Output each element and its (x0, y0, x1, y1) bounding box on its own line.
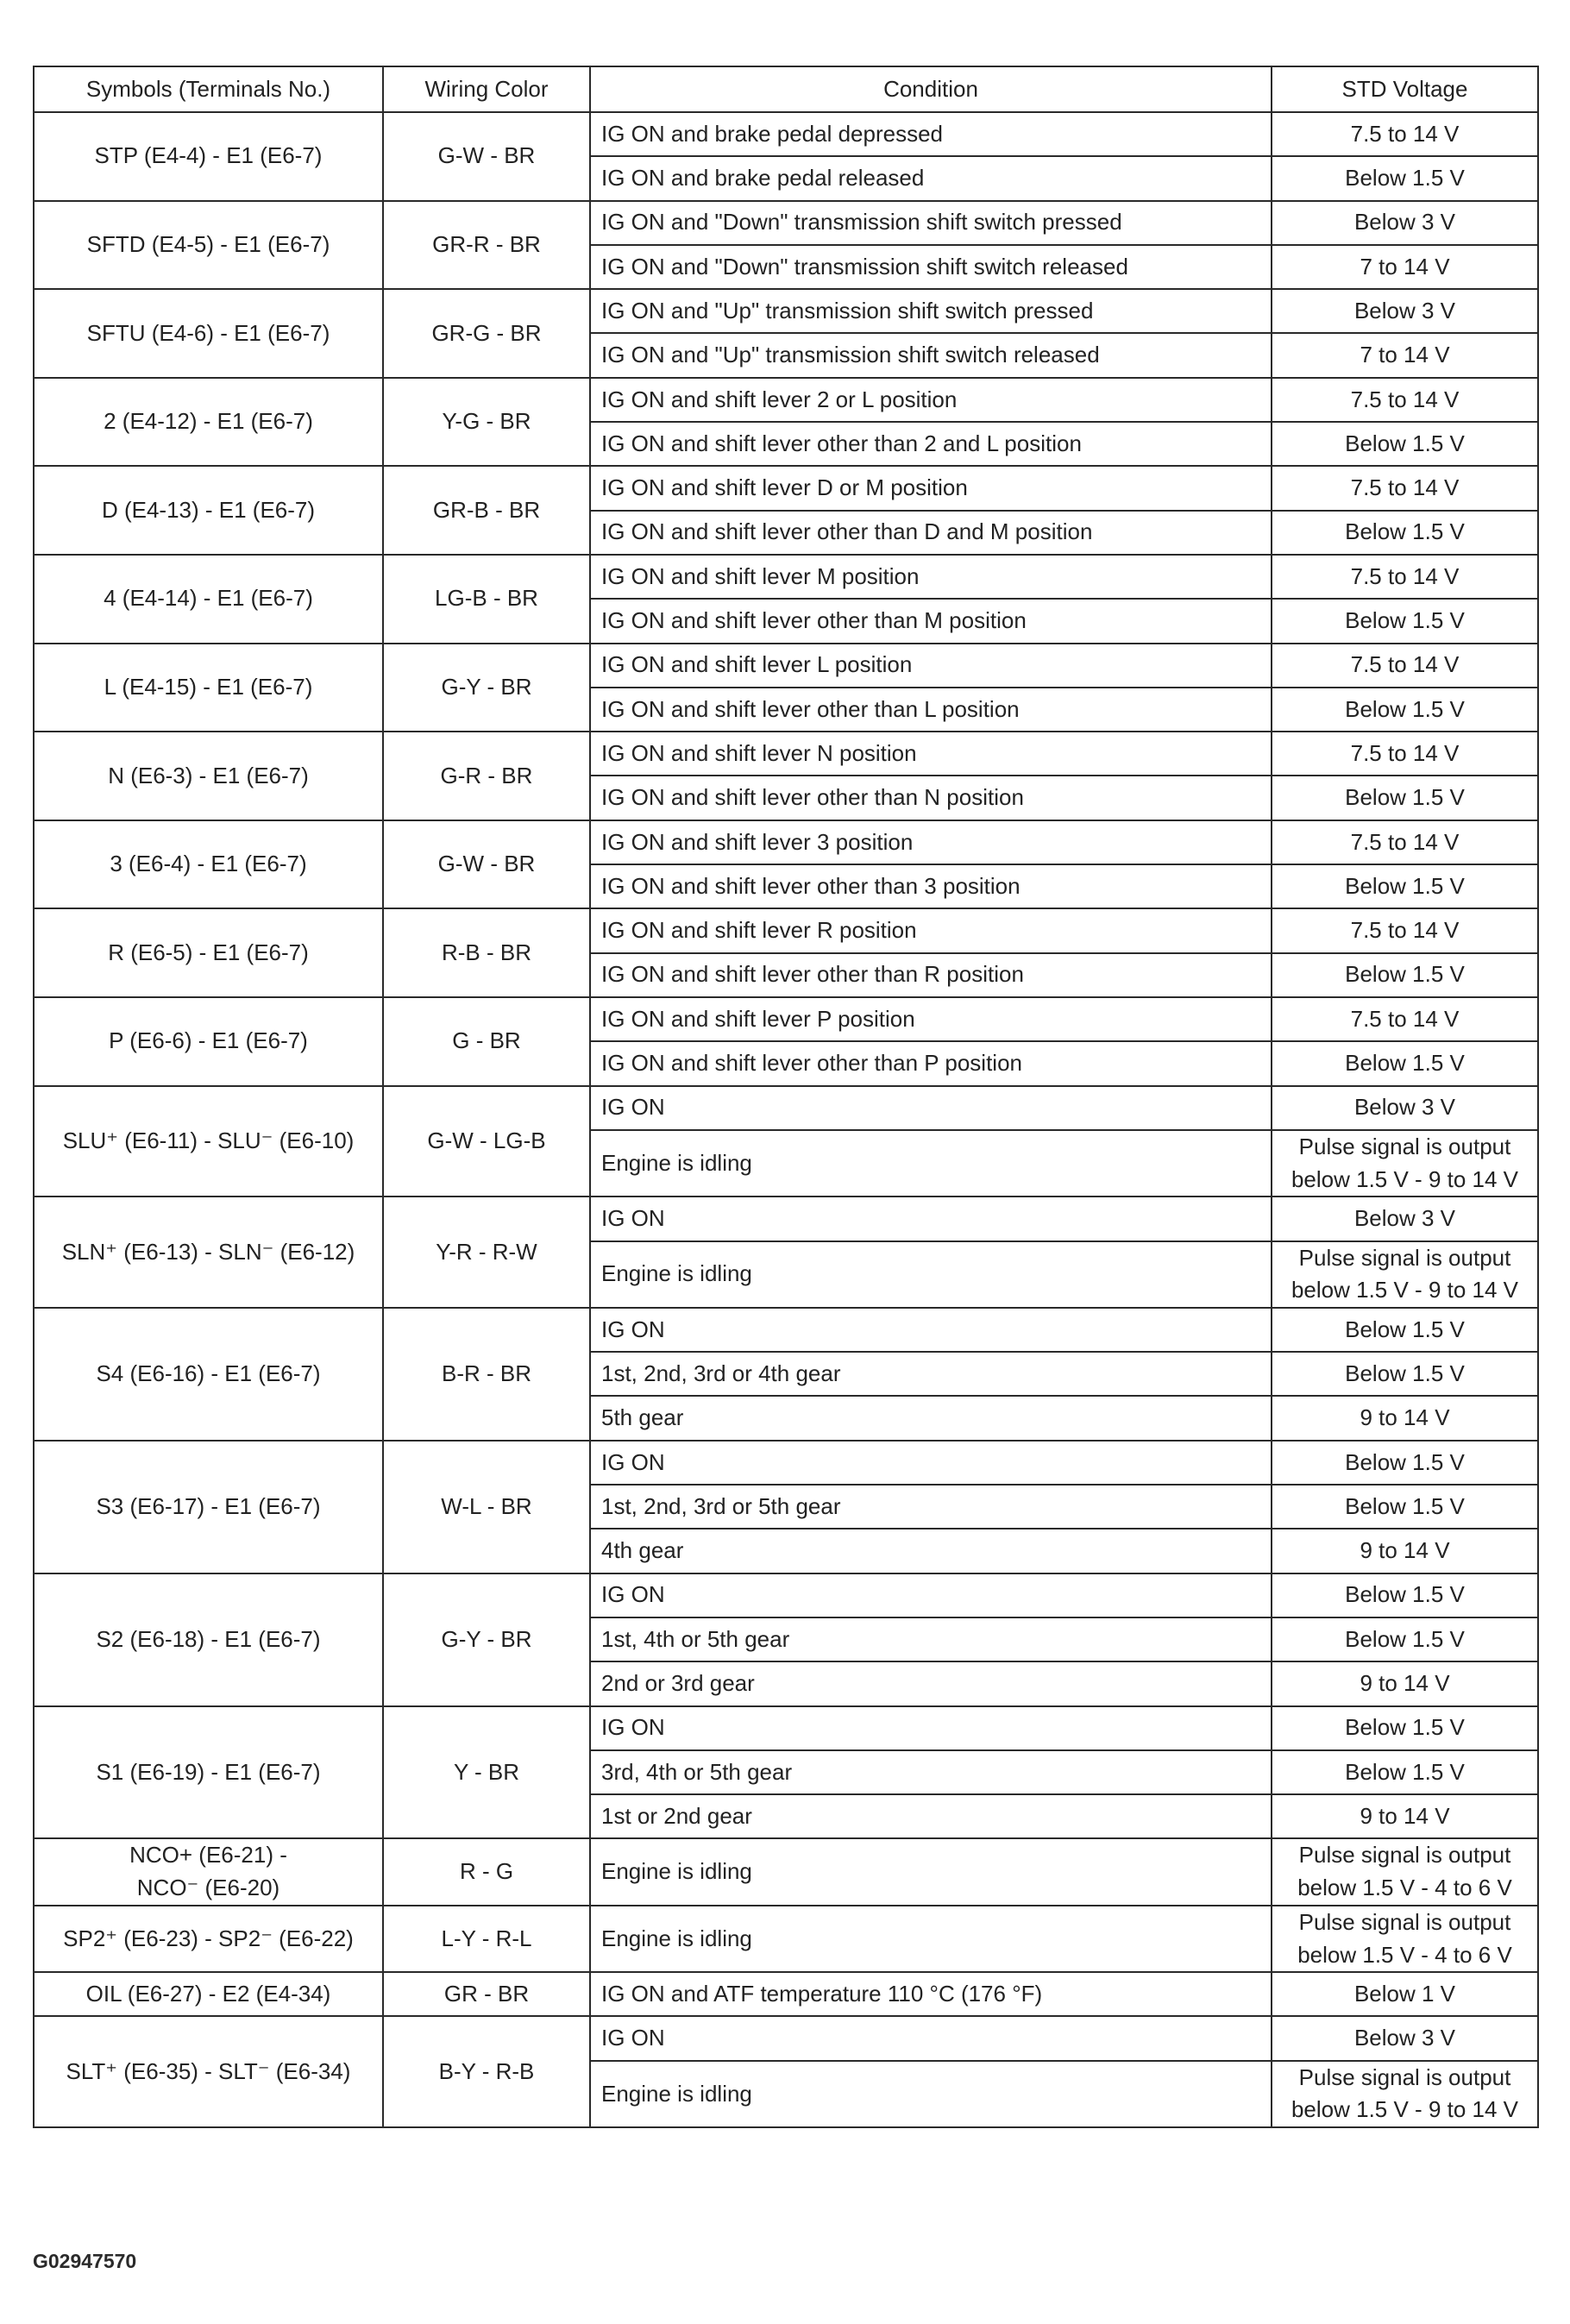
wiring-cell: Y-R - R-W (383, 1197, 590, 1308)
condition-cell: IG ON and shift lever other than R position (590, 953, 1272, 997)
header-condition: Condition (590, 66, 1272, 112)
table-header-row (34, 66, 1538, 112)
wiring-cell: B-Y - R-B (383, 2016, 590, 2127)
symbol-cell: N (E6-3) - E1 (E6-7) (34, 732, 383, 820)
symbol-cell: SLU⁺ (E6-11) - SLU⁻ (E6-10) (34, 1086, 383, 1197)
wiring-cell: GR-B - BR (383, 466, 590, 555)
condition-cell: IG ON (590, 1573, 1272, 1617)
wiring-cell: G-W - BR (383, 820, 590, 909)
wiring-cell: Y-G - BR (383, 378, 590, 467)
voltage-line: Pulse signal is output (1298, 1842, 1511, 1869)
condition-cell: Engine is idling (590, 1241, 1272, 1308)
table-row (34, 378, 1538, 422)
table-row (34, 112, 1538, 156)
table-row (34, 2016, 1538, 2060)
wiring-cell: W-L - BR (383, 1441, 590, 1573)
voltage-cell: Below 1.5 V (1272, 1441, 1538, 1485)
symbol-cell: SFTU (E4-6) - E1 (E6-7) (34, 289, 383, 378)
table-row (34, 289, 1538, 333)
symbol-cell: L (E4-15) - E1 (E6-7) (34, 644, 383, 732)
table-row (34, 1906, 1538, 1972)
voltage-cell: 7.5 to 14 V (1272, 555, 1538, 599)
voltage-cell: 7 to 14 V (1272, 333, 1538, 377)
condition-cell: IG ON and "Up" transmission shift switch pressed (590, 289, 1272, 333)
symbol-cell: S3 (E6-17) - E1 (E6-7) (34, 1441, 383, 1573)
table-row (34, 1308, 1538, 1352)
table-row (34, 1972, 1538, 2016)
voltage-line: Pulse signal is output (1298, 1908, 1511, 1935)
voltage-cell: 9 to 14 V (1272, 1529, 1538, 1573)
wiring-cell: G-R - BR (383, 732, 590, 820)
condition-cell: IG ON and shift lever other than L position (590, 688, 1272, 732)
condition-cell: Engine is idling (590, 1130, 1272, 1197)
condition-cell: IG ON and shift lever N position (590, 732, 1272, 776)
condition-cell: IG ON and shift lever P position (590, 997, 1272, 1041)
condition-cell: IG ON (590, 1308, 1272, 1352)
condition-cell: IG ON and shift lever other than 2 and L position (590, 422, 1272, 466)
condition-cell: IG ON and shift lever 2 or L position (590, 378, 1272, 422)
condition-cell: IG ON and shift lever R position (590, 908, 1272, 952)
condition-cell: IG ON and shift lever other than P position (590, 1041, 1272, 1085)
voltage-line: Pulse signal is output (1298, 1133, 1511, 1159)
symbol-cell: S2 (E6-18) - E1 (E6-7) (34, 1573, 383, 1706)
wiring-cell: G-Y - BR (383, 1573, 590, 1706)
condition-cell: IG ON and shift lever 3 position (590, 820, 1272, 864)
voltage-cell: Below 1.5 V (1272, 422, 1538, 466)
terminal-voltage-table (33, 66, 1539, 2128)
symbol-cell: 4 (E4-14) - E1 (E6-7) (34, 555, 383, 644)
voltage-cell: Below 3 V (1272, 1086, 1538, 1130)
voltage-cell: 7.5 to 14 V (1272, 378, 1538, 422)
voltage-cell: Below 1.5 V (1272, 864, 1538, 908)
voltage-line: Pulse signal is output (1298, 1244, 1511, 1271)
table-row (34, 1573, 1538, 1617)
symbol-cell: 2 (E4-12) - E1 (E6-7) (34, 378, 383, 467)
symbol-cell: 3 (E6-4) - E1 (E6-7) (34, 820, 383, 909)
condition-cell: 1st or 2nd gear (590, 1794, 1272, 1838)
voltage-cell: 7.5 to 14 V (1272, 820, 1538, 864)
condition-cell: IG ON and shift lever D or M position (590, 466, 1272, 510)
condition-cell: IG ON and shift lever M position (590, 555, 1272, 599)
table-row (34, 644, 1538, 688)
table-row (34, 997, 1538, 1041)
voltage-cell: Below 1.5 V (1272, 156, 1538, 200)
wiring-cell: LG-B - BR (383, 555, 590, 644)
condition-cell: IG ON and "Up" transmission shift switch released (590, 333, 1272, 377)
voltage-cell: Below 1 V (1272, 1972, 1538, 2016)
condition-cell: IG ON (590, 1441, 1272, 1485)
symbol-cell: S1 (E6-19) - E1 (E6-7) (34, 1706, 383, 1839)
wiring-cell: GR-R - BR (383, 201, 590, 290)
wiring-cell: R-B - BR (383, 908, 590, 997)
voltage-line: below 1.5 V - 4 to 6 V (1297, 1875, 1512, 1901)
table-row (34, 201, 1538, 245)
symbol-cell: SLT⁺ (E6-35) - SLT⁻ (E6-34) (34, 2016, 383, 2127)
voltage-cell: Below 1.5 V (1272, 1750, 1538, 1794)
symbol-cell: R (E6-5) - E1 (E6-7) (34, 908, 383, 997)
symbol-cell: STP (E4-4) - E1 (E6-7) (34, 112, 383, 201)
voltage-cell: Below 1.5 V (1272, 1485, 1538, 1529)
table-row (34, 1838, 1538, 1905)
voltage-cell (1272, 1906, 1538, 1972)
condition-cell: IG ON and shift lever other than N position (590, 776, 1272, 820)
figure-id-label: G02947570 (33, 2250, 137, 2272)
condition-cell: IG ON and ATF temperature 110 °C (176 °F) (590, 1972, 1272, 2016)
voltage-cell: Below 1.5 V (1272, 1352, 1538, 1396)
voltage-line: below 1.5 V - 9 to 14 V (1291, 1165, 1519, 1192)
header-wiring-color: Wiring Color (383, 66, 590, 112)
condition-cell: IG ON and shift lever L position (590, 644, 1272, 688)
voltage-cell: 9 to 14 V (1272, 1794, 1538, 1838)
condition-cell: Engine is idling (590, 2061, 1272, 2127)
condition-cell: 1st, 2nd, 3rd or 4th gear (590, 1352, 1272, 1396)
voltage-cell: 7.5 to 14 V (1272, 908, 1538, 952)
condition-cell: IG ON and "Down" transmission shift switch pressed (590, 201, 1272, 245)
header-symbols: Symbols (Terminals No.) (34, 66, 383, 112)
wiring-cell: G - BR (383, 997, 590, 1086)
symbol-line: NCO⁻ (E6-20) (136, 1875, 280, 1901)
symbol-cell: P (E6-6) - E1 (E6-7) (34, 997, 383, 1086)
voltage-cell: 7.5 to 14 V (1272, 997, 1538, 1041)
voltage-cell: Below 1.5 V (1272, 1617, 1538, 1661)
table-row (34, 1706, 1538, 1750)
voltage-line: below 1.5 V - 9 to 14 V (1291, 1277, 1519, 1303)
voltage-cell: Below 1.5 V (1272, 688, 1538, 732)
symbol-cell (34, 1838, 383, 1905)
condition-cell: IG ON (590, 2016, 1272, 2060)
voltage-cell (1272, 1241, 1538, 1308)
voltage-cell (1272, 2061, 1538, 2127)
table-row (34, 1086, 1538, 1130)
symbol-line: NCO+ (E6-21) - (129, 1842, 287, 1869)
voltage-cell (1272, 1838, 1538, 1905)
condition-cell: Engine is idling (590, 1906, 1272, 1972)
voltage-cell: 7.5 to 14 V (1272, 732, 1538, 776)
voltage-line: below 1.5 V - 4 to 6 V (1297, 1941, 1512, 1968)
symbol-cell: D (E4-13) - E1 (E6-7) (34, 466, 383, 555)
wiring-cell: G-Y - BR (383, 644, 590, 732)
voltage-cell: Below 3 V (1272, 1197, 1538, 1241)
symbol-cell: S4 (E6-16) - E1 (E6-7) (34, 1308, 383, 1441)
voltage-cell: Below 1.5 V (1272, 511, 1538, 555)
voltage-cell: Below 1.5 V (1272, 599, 1538, 643)
symbol-cell: SFTD (E4-5) - E1 (E6-7) (34, 201, 383, 290)
condition-cell: 2nd or 3rd gear (590, 1661, 1272, 1705)
condition-cell: IG ON (590, 1197, 1272, 1241)
voltage-cell: 7.5 to 14 V (1272, 466, 1538, 510)
wiring-cell: GR-G - BR (383, 289, 590, 378)
wiring-cell: L-Y - R-L (383, 1906, 590, 1972)
voltage-cell: 7 to 14 V (1272, 245, 1538, 289)
wiring-cell: G-W - BR (383, 112, 590, 201)
wiring-cell: G-W - LG-B (383, 1086, 590, 1197)
wiring-cell: B-R - BR (383, 1308, 590, 1441)
table-row (34, 908, 1538, 952)
table-row (34, 1441, 1538, 1485)
voltage-cell: Below 3 V (1272, 201, 1538, 245)
voltage-cell: 9 to 14 V (1272, 1661, 1538, 1705)
voltage-line: below 1.5 V - 9 to 14 V (1291, 2096, 1519, 2123)
condition-cell: 1st, 4th or 5th gear (590, 1617, 1272, 1661)
table-row (34, 466, 1538, 510)
voltage-cell: Below 1.5 V (1272, 1308, 1538, 1352)
condition-cell: IG ON and shift lever other than D and M position (590, 511, 1272, 555)
voltage-cell (1272, 1130, 1538, 1197)
condition-cell: IG ON (590, 1086, 1272, 1130)
voltage-line: Pulse signal is output (1298, 2063, 1511, 2090)
condition-cell: Engine is idling (590, 1838, 1272, 1905)
voltage-cell: Below 3 V (1272, 289, 1538, 333)
wiring-cell: Y - BR (383, 1706, 590, 1839)
condition-cell: IG ON and brake pedal released (590, 156, 1272, 200)
symbol-cell: SLN⁺ (E6-13) - SLN⁻ (E6-12) (34, 1197, 383, 1308)
table-row (34, 732, 1538, 776)
condition-cell: 5th gear (590, 1396, 1272, 1440)
condition-cell: IG ON and shift lever other than 3 position (590, 864, 1272, 908)
table-row (34, 555, 1538, 599)
symbol-cell: OIL (E6-27) - E2 (E4-34) (34, 1972, 383, 2016)
symbol-cell: SP2⁺ (E6-23) - SP2⁻ (E6-22) (34, 1906, 383, 1972)
condition-cell: 4th gear (590, 1529, 1272, 1573)
voltage-cell: Below 1.5 V (1272, 1041, 1538, 1085)
voltage-cell: Below 1.5 V (1272, 953, 1538, 997)
condition-cell: 1st, 2nd, 3rd or 5th gear (590, 1485, 1272, 1529)
voltage-cell: Below 1.5 V (1272, 776, 1538, 820)
voltage-cell: Below 1.5 V (1272, 1706, 1538, 1750)
voltage-cell: 9 to 14 V (1272, 1396, 1538, 1440)
table-row (34, 820, 1538, 864)
condition-cell: IG ON and brake pedal depressed (590, 112, 1272, 156)
table-row (34, 1197, 1538, 1241)
condition-cell: IG ON and shift lever other than M position (590, 599, 1272, 643)
condition-cell: IG ON and "Down" transmission shift switch released (590, 245, 1272, 289)
condition-cell: 3rd, 4th or 5th gear (590, 1750, 1272, 1794)
voltage-cell: Below 1.5 V (1272, 1573, 1538, 1617)
voltage-cell: 7.5 to 14 V (1272, 112, 1538, 156)
voltage-cell: Below 3 V (1272, 2016, 1538, 2060)
voltage-cell: 7.5 to 14 V (1272, 644, 1538, 688)
wiring-cell: R - G (383, 1838, 590, 1905)
condition-cell: IG ON (590, 1706, 1272, 1750)
header-std-voltage: STD Voltage (1272, 66, 1538, 112)
wiring-cell: GR - BR (383, 1972, 590, 2016)
